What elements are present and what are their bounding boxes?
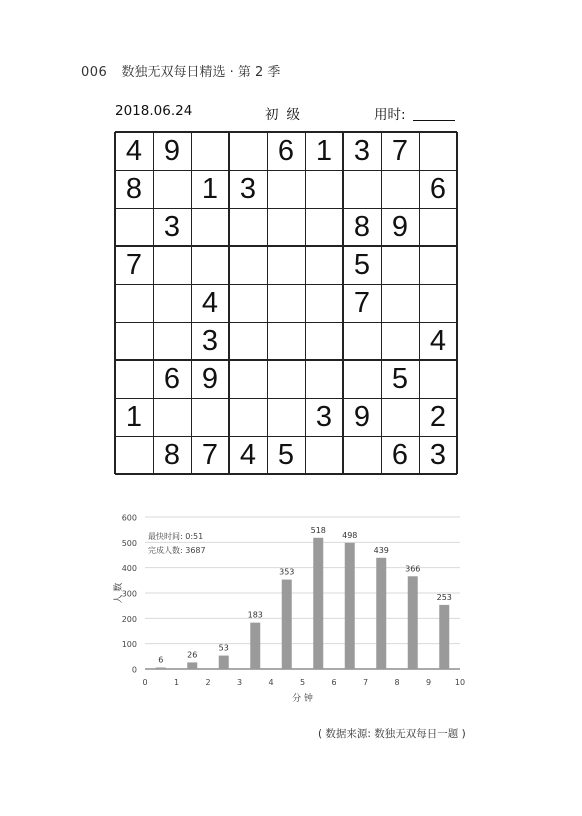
sudoku-cell[interactable] — [381, 322, 419, 360]
book-title: 数独无双每日精选 · 第 2 季 — [121, 65, 281, 80]
sudoku-cell[interactable] — [419, 360, 457, 398]
sudoku-cell[interactable] — [153, 246, 191, 284]
sudoku-cell[interactable] — [267, 322, 305, 360]
time-label: 用时: — [374, 107, 406, 123]
sudoku-cell[interactable]: 4 — [201, 286, 219, 319]
sudoku-cell[interactable]: 8 — [125, 172, 143, 205]
sudoku-cell[interactable]: 8 — [353, 210, 371, 243]
bar — [250, 623, 260, 669]
sudoku-cell[interactable]: 6 — [277, 134, 295, 167]
puzzle-date: 2018.06.24 — [115, 103, 193, 119]
y-tick-label: 200 — [121, 614, 137, 624]
bar — [439, 605, 449, 669]
grid-line — [342, 132, 344, 474]
x-tick-label: 4 — [268, 678, 274, 687]
grid-line — [115, 398, 457, 399]
grid-line — [153, 132, 154, 474]
time-blank-line — [413, 120, 455, 121]
sudoku-cell[interactable] — [229, 284, 267, 322]
sudoku-cell[interactable]: 9 — [353, 400, 371, 433]
sudoku-cell[interactable]: 3 — [163, 210, 181, 243]
chart-annotation: 最快时间: 0:51 — [148, 532, 204, 541]
sudoku-cell[interactable] — [229, 322, 267, 360]
grid-line — [115, 322, 457, 323]
y-tick-label: 500 — [121, 538, 137, 548]
y-tick-label: 400 — [121, 564, 137, 574]
sudoku-cell[interactable] — [153, 322, 191, 360]
x-tick-label: 2 — [205, 678, 211, 687]
x-tick-label: 0 — [142, 678, 148, 687]
x-tick-label: 8 — [394, 678, 400, 687]
x-tick-label: 10 — [454, 678, 466, 687]
grid-line — [267, 132, 268, 474]
grid-line — [115, 208, 457, 209]
sudoku-cell[interactable]: 3 — [239, 172, 257, 205]
x-tick-label: 9 — [425, 678, 432, 687]
sudoku-cell[interactable] — [191, 208, 229, 246]
data-label: 253 — [436, 592, 452, 602]
sudoku-cell[interactable] — [419, 246, 457, 284]
sudoku-cell[interactable] — [191, 132, 229, 170]
sudoku-cell[interactable] — [381, 170, 419, 208]
sudoku-cell[interactable]: 7 — [353, 286, 371, 319]
grid-line — [191, 132, 192, 474]
sudoku-cell[interactable] — [229, 208, 267, 246]
sudoku-cell[interactable] — [305, 170, 343, 208]
data-label: 6 — [158, 655, 164, 665]
grid-line — [115, 359, 457, 361]
grid-line — [115, 436, 457, 437]
puzzle-level: 初级 — [265, 107, 308, 123]
bar — [156, 667, 166, 669]
x-tick-label: 3 — [236, 678, 243, 687]
bar — [282, 580, 292, 669]
y-tick-label: 0 — [131, 665, 137, 675]
data-source-note: ( 数据来源: 数独无双每日一题 ) — [318, 728, 466, 740]
sudoku-cell[interactable] — [305, 208, 343, 246]
sudoku-cell[interactable]: 1 — [201, 172, 219, 205]
sudoku-cell[interactable] — [343, 360, 381, 398]
sudoku-cell[interactable]: 2 — [429, 400, 447, 433]
sudoku-cell[interactable] — [419, 208, 457, 246]
sudoku-cell[interactable] — [267, 284, 305, 322]
sudoku-cell[interactable] — [267, 398, 305, 436]
sudoku-cell[interactable] — [153, 398, 191, 436]
grid-line — [115, 245, 457, 247]
grid-line — [305, 132, 306, 474]
data-label: 353 — [279, 567, 295, 577]
sudoku-cell[interactable] — [305, 322, 343, 360]
data-label: 518 — [310, 525, 326, 535]
y-tick-label: 600 — [121, 513, 137, 523]
sudoku-cell[interactable] — [229, 360, 267, 398]
bar — [187, 662, 197, 669]
sudoku-cell[interactable]: 6 — [163, 362, 181, 395]
grid-line — [456, 132, 458, 474]
grid-line — [419, 132, 420, 474]
sudoku-cell[interactable]: 9 — [201, 362, 219, 395]
sudoku-cell[interactable]: 9 — [163, 134, 181, 167]
x-tick-label: 5 — [299, 678, 306, 687]
grid-line — [228, 132, 230, 474]
sudoku-cell[interactable] — [419, 132, 457, 170]
sudoku-cell[interactable] — [305, 284, 343, 322]
sudoku-cell[interactable] — [115, 436, 153, 474]
bar — [345, 543, 355, 669]
sudoku-cell[interactable]: 3 — [353, 134, 371, 167]
bar — [408, 576, 418, 669]
sudoku-cell[interactable]: 6 — [391, 438, 409, 471]
sudoku-cell[interactable] — [115, 360, 153, 398]
sudoku-cell[interactable]: 5 — [353, 248, 371, 281]
page-number: 006 — [81, 65, 108, 80]
sudoku-cell[interactable] — [343, 436, 381, 474]
data-label: 439 — [373, 545, 389, 555]
sudoku-cell[interactable]: 4 — [125, 134, 143, 167]
sudoku-cell[interactable]: 7 — [201, 438, 219, 471]
chart-annotation: 完成人数: 3687 — [148, 546, 206, 555]
y-tick-label: 300 — [121, 589, 137, 599]
x-tick-label: 1 — [173, 678, 180, 687]
data-label: 366 — [405, 564, 421, 574]
y-tick-label: 100 — [121, 640, 137, 650]
grid-line — [114, 132, 116, 474]
page-header — [81, 61, 280, 80]
grid-line — [381, 132, 382, 474]
data-label: 183 — [247, 610, 263, 620]
sudoku-cell[interactable]: 5 — [277, 438, 295, 471]
sudoku-cell[interactable] — [153, 284, 191, 322]
grid-line — [115, 131, 457, 133]
x-tick-label: 7 — [362, 678, 369, 687]
sudoku-cell[interactable] — [381, 284, 419, 322]
bar — [376, 558, 386, 669]
sudoku-cell[interactable]: 4 — [239, 438, 257, 471]
data-label: 498 — [342, 530, 358, 540]
sudoku-cell[interactable]: 8 — [163, 438, 181, 471]
sudoku-cell[interactable]: 7 — [125, 248, 143, 281]
sudoku-cell[interactable] — [267, 208, 305, 246]
sudoku-cell[interactable] — [267, 360, 305, 398]
sudoku-cell[interactable] — [229, 246, 267, 284]
y-axis-title: 人 数 — [114, 582, 124, 604]
sudoku-cell[interactable]: 4 — [429, 324, 447, 357]
sudoku-cell[interactable] — [191, 246, 229, 284]
sudoku-cell[interactable] — [305, 246, 343, 284]
sudoku-cell[interactable]: 3 — [315, 400, 333, 433]
sudoku-cell[interactable]: 3 — [429, 438, 447, 471]
sudoku-cell[interactable] — [267, 246, 305, 284]
grid-line — [115, 170, 457, 171]
data-label: 26 — [187, 650, 198, 660]
sudoku-cell[interactable] — [305, 360, 343, 398]
sudoku-cell[interactable] — [305, 436, 343, 474]
sudoku-cell[interactable]: 6 — [429, 172, 447, 205]
sudoku-cell[interactable] — [153, 170, 191, 208]
sudoku-cell[interactable]: 5 — [391, 362, 409, 395]
sudoku-cell[interactable] — [381, 246, 419, 284]
sudoku-cell[interactable]: 7 — [391, 134, 409, 167]
time-distribution-chart — [112, 505, 472, 705]
sudoku-cell[interactable] — [115, 208, 153, 246]
x-tick-label: 6 — [331, 678, 337, 687]
bar — [313, 538, 323, 669]
bar — [219, 656, 229, 669]
x-axis-title: 分 钟 — [292, 694, 313, 704]
sudoku-cell[interactable]: 3 — [201, 324, 219, 357]
sudoku-cell[interactable] — [229, 132, 267, 170]
sudoku-cell[interactable] — [419, 284, 457, 322]
sudoku-cell[interactable]: 1 — [315, 134, 333, 167]
data-label: 53 — [218, 643, 229, 653]
sudoku-cell[interactable] — [343, 170, 381, 208]
sudoku-cell[interactable] — [381, 398, 419, 436]
sudoku-cell[interactable] — [343, 322, 381, 360]
sudoku-cell[interactable] — [191, 398, 229, 436]
sudoku-cell[interactable]: 1 — [125, 400, 143, 433]
sudoku-cell[interactable] — [267, 170, 305, 208]
grid-line — [115, 473, 457, 475]
grid-line — [115, 284, 457, 285]
sudoku-cell[interactable] — [115, 284, 153, 322]
sudoku-cell[interactable] — [229, 398, 267, 436]
sudoku-grid — [115, 132, 457, 474]
sudoku-cell[interactable]: 9 — [391, 210, 409, 243]
sudoku-cell[interactable] — [115, 322, 153, 360]
